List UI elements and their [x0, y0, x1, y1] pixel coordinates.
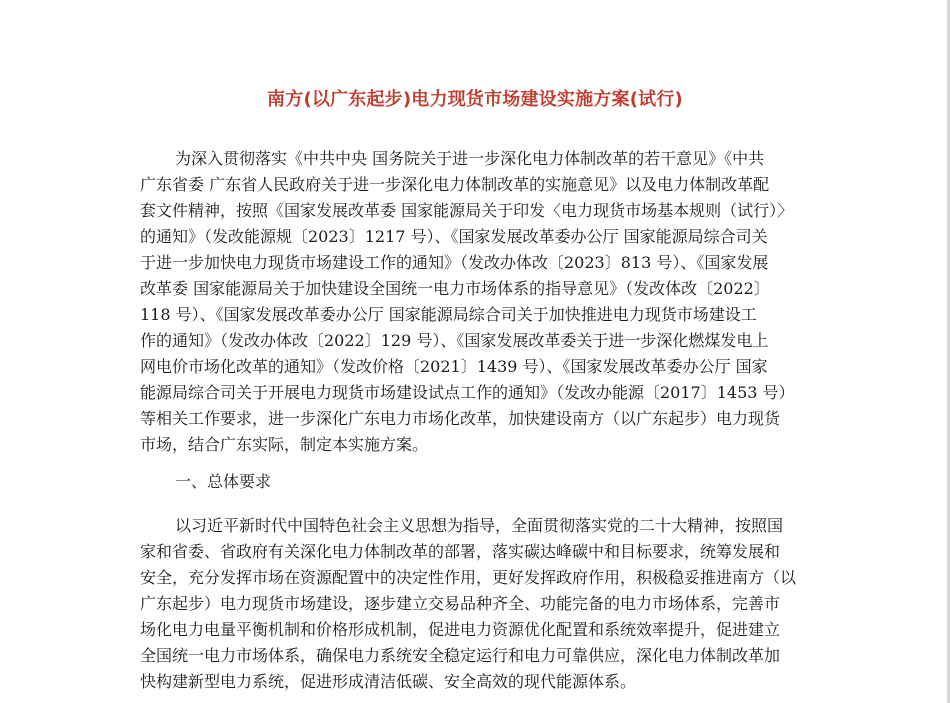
section-heading-general-requirements [140, 469, 830, 495]
paragraph-line: 安全，充分发挥市场在资源配置中的决定性作用，更好发挥政府作用，积极稳妥推进南方（以 [140, 568, 797, 587]
paragraph-line: 为深入贯彻落实《中共中央 国务院关于进一步深化电力体制改革的若干意见》《中共 [175, 149, 765, 168]
paragraph-line: 作的通知》（发改办体改〔2022〕129 号）、《国家发展改革委关于进一步深化燃煤发电上 [140, 331, 769, 350]
paragraph-line: 的通知》（发改能源规〔2023〕1217 号）、《国家发展改革委办公厅 国家能源局综合司关 [140, 227, 768, 246]
paragraph-line: 家和省委、省政府有关深化电力体制改革的部署，落实碳达峰碳中和目标要求，统筹发展和 [140, 542, 781, 561]
paragraph-line: 于进一步加快电力现货市场建设工作的通知》（发改办体改〔2023〕813 号）、《国家发展 [140, 253, 769, 272]
paragraph-line: 快构建新型电力系统，促进形成清洁低碳、安全高效的现代能源体系。 [140, 672, 637, 691]
general-requirements-paragraph [140, 513, 830, 695]
paragraph-line: 118 号）、《国家发展改革委办公厅 国家能源局综合司关于加快推进电力现货市场建设工 [140, 305, 757, 324]
paragraph-line: 全国统一电力市场体系，确保电力系统安全稳定运行和电力可靠供应，深化电力体制改革加 [140, 646, 781, 665]
paragraph-line: 场化电力电量平衡机制和价格形成机制，促进电力资源优化配置和系统效率提升，促进建立 [140, 620, 781, 639]
paragraph-line: 市场，结合广东实际，制定本实施方案。 [140, 435, 429, 454]
document-title: 南方(以广东起步)电力现货市场建设实施方案(试行) [267, 89, 683, 110]
paragraph-line: 等相关工作要求，进一步深化广东电力市场化改革，加快建设南方（以广东起步）电力现货 [140, 409, 781, 428]
paragraph-line: 能源局综合司关于开展电力现货市场建设试点工作的通知》（发改办能源〔2017〕1453 号） [140, 383, 795, 402]
paragraph-line: 以习近平新时代中国特色社会主义思想为指导，全面贯彻落实党的二十大精神，按照国 [175, 516, 784, 535]
paragraph-line: 套文件精神，按照《国家发展改革委 国家能源局关于印发〈电力现货市场基本规则（试行）〉 [140, 201, 794, 220]
paragraph-line: 网电价市场化改革的通知》（发改价格〔2021〕1439 号）、《国家发展改革委办公厅 国家 [140, 357, 768, 376]
intro-paragraph [140, 146, 830, 458]
paragraph-line: 广东省委 广东省人民政府关于进一步深化电力体制改革的实施意见》以及电力体制改革配 [140, 175, 770, 194]
paragraph-line: 改革委 国家能源局关于加快建设全国统一电力市场体系的指导意见》（发改体改〔2022〕 [140, 279, 770, 298]
paragraph-line: 广东起步）电力现货市场建设，逐步建立交易品种齐全、功能完备的电力市场体系，完善市 [140, 594, 781, 613]
section-heading-text: 一、总体要求 [175, 472, 272, 491]
